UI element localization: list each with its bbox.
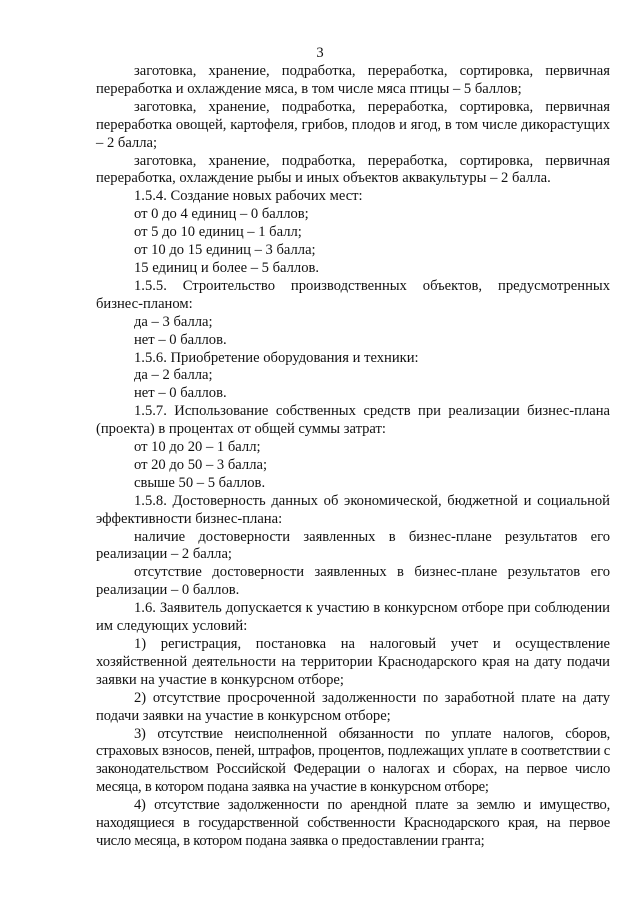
document-body xyxy=(96,63,610,851)
paragraph: заготовка, хранение, подработка, переработка, сортировка, первичная переработка, охлаждение рыбы и иных объектов аквакультуры – 2 балла. xyxy=(96,152,610,187)
paragraph: от 10 до 15 единиц – 3 балла; xyxy=(134,242,316,259)
paragraph: заготовка, хранение, подработка, переработка, сортировка, первичная переработка овощей, картофеля, грибов, плодов и ягод, в том числе дикорастущих – 2 балла; xyxy=(96,98,610,151)
paragraph: наличие достоверности заявленных в бизнес-плане результатов его реализации – 2 балла; xyxy=(96,528,610,563)
section-heading-1-5-7: 1.5.7. Использование собственных средств при реализации бизнес-плана (проекта) в процентах от общей суммы затрат: xyxy=(96,403,610,438)
paragraph: 15 единиц и более – 5 баллов. xyxy=(134,259,320,276)
section-heading-1-5-8: 1.5.8. Достоверность данных об экономической, бюджетной и социальной эффективности бизнес-плана: xyxy=(96,492,610,527)
list-item: 1) регистрация, постановка на налоговый учет и осуществление хозяйственной деятельности на территории Краснодарского края на дату подачи заявки на участие в конкурсном отборе; xyxy=(96,636,610,688)
paragraph: отсутствие достоверности заявленных в бизнес-плане результатов его реализации – 0 баллов. xyxy=(96,564,610,599)
page-number: 3 xyxy=(316,45,324,61)
paragraph: да – 2 балла; xyxy=(134,367,213,384)
paragraph: от 0 до 4 единиц – 0 баллов; xyxy=(134,206,309,223)
list-item: 3) отсутствие неисполненной обязанности по уплате налогов, сборов, страховых взносов, пеней, штрафов, процентов, подлежащих уплате в соответствии с законодательством Российской Федерации о налогах и сборах, на первое число месяца, в котором подана заявка на участие в конкурсном отборе; xyxy=(96,725,610,796)
paragraph: нет – 0 баллов. xyxy=(134,385,227,402)
paragraph: от 20 до 50 – 3 балла; xyxy=(134,456,268,473)
paragraph: от 5 до 10 единиц – 1 балл; xyxy=(134,224,302,241)
section-heading-1-6: 1.6. Заявитель допускается к участию в конкурсном отборе при соблюдении им следующих условий: xyxy=(96,600,610,635)
paragraph: от 10 до 20 – 1 балл; xyxy=(134,439,261,456)
list-item: 2) отсутствие просроченной задолженности по заработной плате на дату подачи заявки на участие в конкурсном отборе; xyxy=(96,689,610,724)
paragraph: заготовка, хранение, подработка, переработка, сортировка, первичная переработка и охлаждение мяса, в том числе мяса птицы – 5 баллов; xyxy=(96,63,610,97)
section-heading-1-5-5: 1.5.5. Строительство производственных объектов, предусмотренных бизнес-планом: xyxy=(96,277,610,312)
section-heading-1-5-6: 1.5.6. Приобретение оборудования и техники: xyxy=(134,349,419,366)
paragraph: нет – 0 баллов. xyxy=(134,331,227,348)
paragraph: свыше 50 – 5 баллов. xyxy=(134,474,266,491)
paragraph: да – 3 балла; xyxy=(134,313,213,330)
section-heading-1-5-4: 1.5.4. Создание новых рабочих мест: xyxy=(134,188,363,205)
list-item: 4) отсутствие задолженности по арендной плате за землю и имущество, находящиеся в государственной собственности Краснодарского края, на первое число месяца, в котором подана заявка о предоставлении гранта; xyxy=(96,797,610,849)
